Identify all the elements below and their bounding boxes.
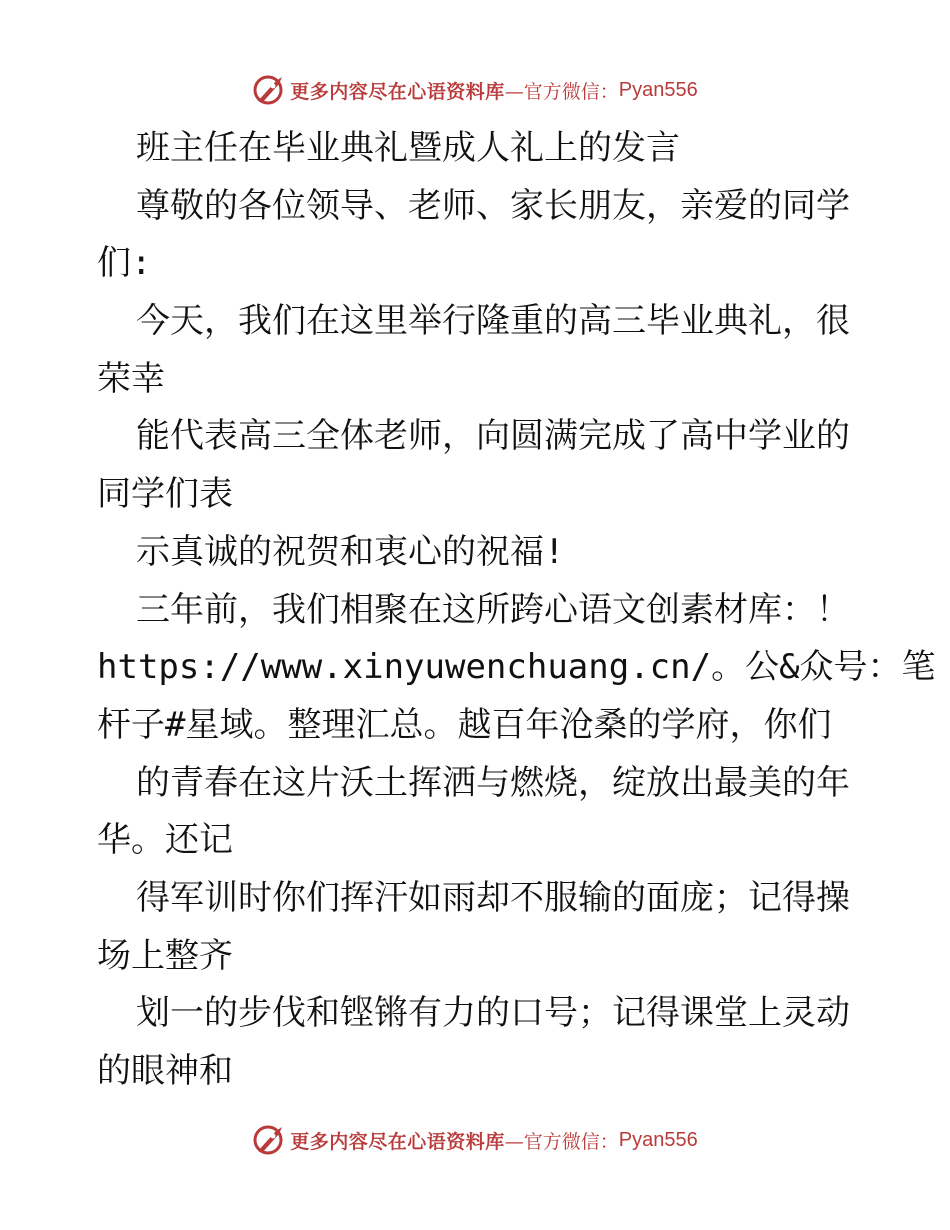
text-line: 的眼神和 xyxy=(97,1051,233,1091)
quill-pen-in-circle-icon xyxy=(252,73,286,107)
footer-wechat-id: Pyan556 xyxy=(618,1128,698,1151)
header-banner xyxy=(0,70,950,110)
footer-contact-label: —官方微信： xyxy=(504,1130,619,1153)
text-line: 划一的步伐和铿锵有力的口号；记得课堂上灵动 xyxy=(136,993,850,1034)
text-line: 华。还记 xyxy=(97,820,233,861)
header-contact-label: —官方微信： xyxy=(504,80,619,103)
text-line: 荣幸 xyxy=(97,358,165,399)
document-title-line: 班主任在毕业典礼暨成人礼上的发言 xyxy=(136,128,680,168)
text-line: 今天，我们在这里举行隆重的高三毕业典礼，很 xyxy=(136,301,850,342)
document-body xyxy=(97,120,936,1101)
header-wechat-id: Pyan556 xyxy=(618,78,698,101)
text-line: 三年前，我们相聚在这所跨心语文创素材库：！ xyxy=(136,589,850,630)
text-line: 能代表高三全体老师，向圆满完成了高中学业的 xyxy=(136,416,850,457)
header-brand-text: 更多内容尽在心语资料库 xyxy=(290,80,505,103)
text-line: 得军训时你们挥汗如雨却不服输的面庞；记得操 xyxy=(136,877,850,918)
text-line: 杆子#星域。整理汇总。越百年沧桑的学府，你们 xyxy=(97,704,832,745)
footer-brand-text: 更多内容尽在心语资料库 xyxy=(290,1130,505,1153)
text-line: 场上整齐 xyxy=(97,935,233,976)
text-line: 同学们表 xyxy=(97,474,233,515)
text-line: 尊敬的各位领导、老师、家长朋友，亲爱的同学 xyxy=(136,185,850,226)
text-line: 的青春在这片沃土挥洒与燃烧，绽放出最美的年 xyxy=(136,762,850,803)
text-line: 们: xyxy=(97,243,152,284)
text-line: 示真诚的祝贺和衷心的祝福! xyxy=(136,531,565,572)
text-line: https://www.xinyuwenchuang.cn/。公&众号：笔 xyxy=(97,647,936,688)
quill-pen-in-circle-icon xyxy=(252,1123,286,1157)
footer-banner xyxy=(0,1120,950,1160)
